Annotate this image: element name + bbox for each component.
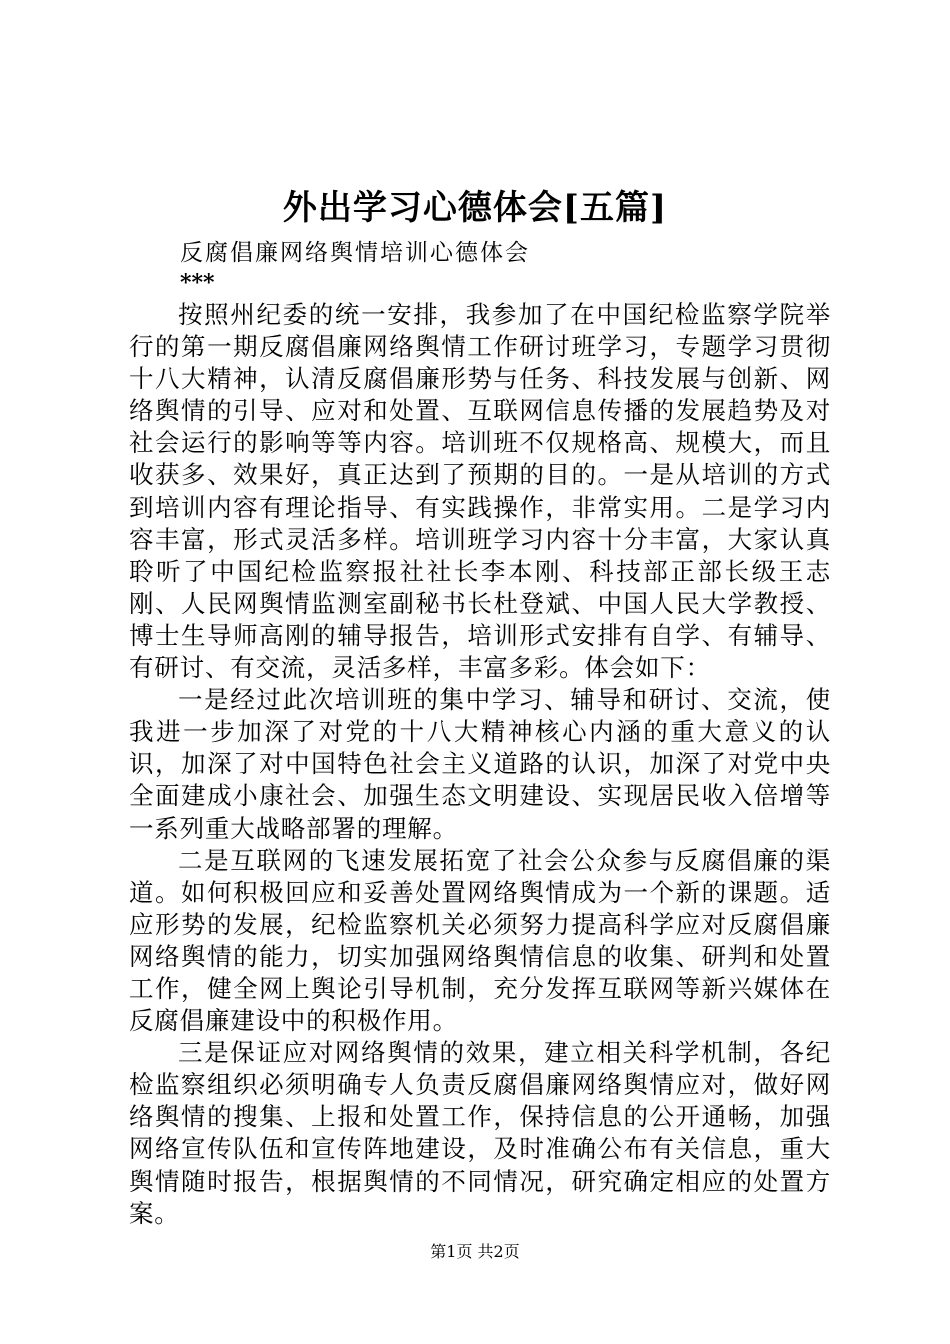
body-paragraph: 一是经过此次培训班的集中学习、辅导和研讨、交流，使我进一步加深了对党的十八大精神核心内涵的重大意义的认识，加深了对中国特色社会主义道路的认识，加深了对党中央全面建成小康社会、加强生态文明建设、实现居民收入倍增等一系列重大战略部署的理解。 — [129, 685, 831, 843]
body-paragraph: 二是互联网的飞速发展拓宽了社会公众参与反腐倡廉的渠道。如何积极回应和妥善处置网络舆情成为一个新的课题。适应形势的发展，纪检监察机关必须努力提高科学应对反腐倡廉网络舆情的能力，切实加强网络舆情信息的收集、研判和处置工作，健全网上舆论引导机制，充分发挥互联网等新兴媒体在反腐倡廉建设中的积极作用。 — [129, 845, 831, 1036]
body-paragraph: 三是保证应对网络舆情的效果，建立相关科学机制，各纪检监察组织必须明确专人负责反腐倡廉网络舆情应对，做好网络舆情的搜集、上报和处置工作，保持信息的公开通畅，加强网络宣传队伍和宣传阵地建设，及时准确公布有关信息，重大舆情随时报告，根据舆情的不同情况，研究确定相应的处置方案。 — [129, 1038, 831, 1228]
author-line: *** — [180, 270, 215, 296]
document-title: 外出学习心德体会[五篇] — [282, 188, 668, 228]
document-subtitle: 反腐倡廉网络舆情培训心德体会 — [180, 240, 530, 266]
body-paragraph: 按照州纪委的统一安排，我参加了在中国纪检监察学院举行的第一期反腐倡廉网络舆情工作研讨班学习，专题学习贯彻十八大精神，认清反腐倡廉形势与任务、科技发展与创新、网络舆情的引导、应对和处置、互联网信息传播的发展趋势及对社会运行的影响等等内容。培训班不仅规格高、规模大，而且收获多、效果好，真正达到了预期的目的。一是从培训的方式到培训内容有理论指导、有实践操作，非常实用。二是学习内容丰富，形式灵活多样。培训班学习内容十分丰富，大家认真聆听了中国纪检监察报社社长李本刚、科技部正部长级王志刚、人民网舆情监测室副秘书长杜登斌、中国人民大学教授、博士生导师高刚的辅导报告，培训形式安排有自学、有辅导、有研讨、有交流，灵活多样，丰富多彩。体会如下： — [129, 300, 831, 683]
page-number-footer: 第1页 共2页 — [430, 1242, 520, 1261]
document-body — [129, 299, 831, 1230]
